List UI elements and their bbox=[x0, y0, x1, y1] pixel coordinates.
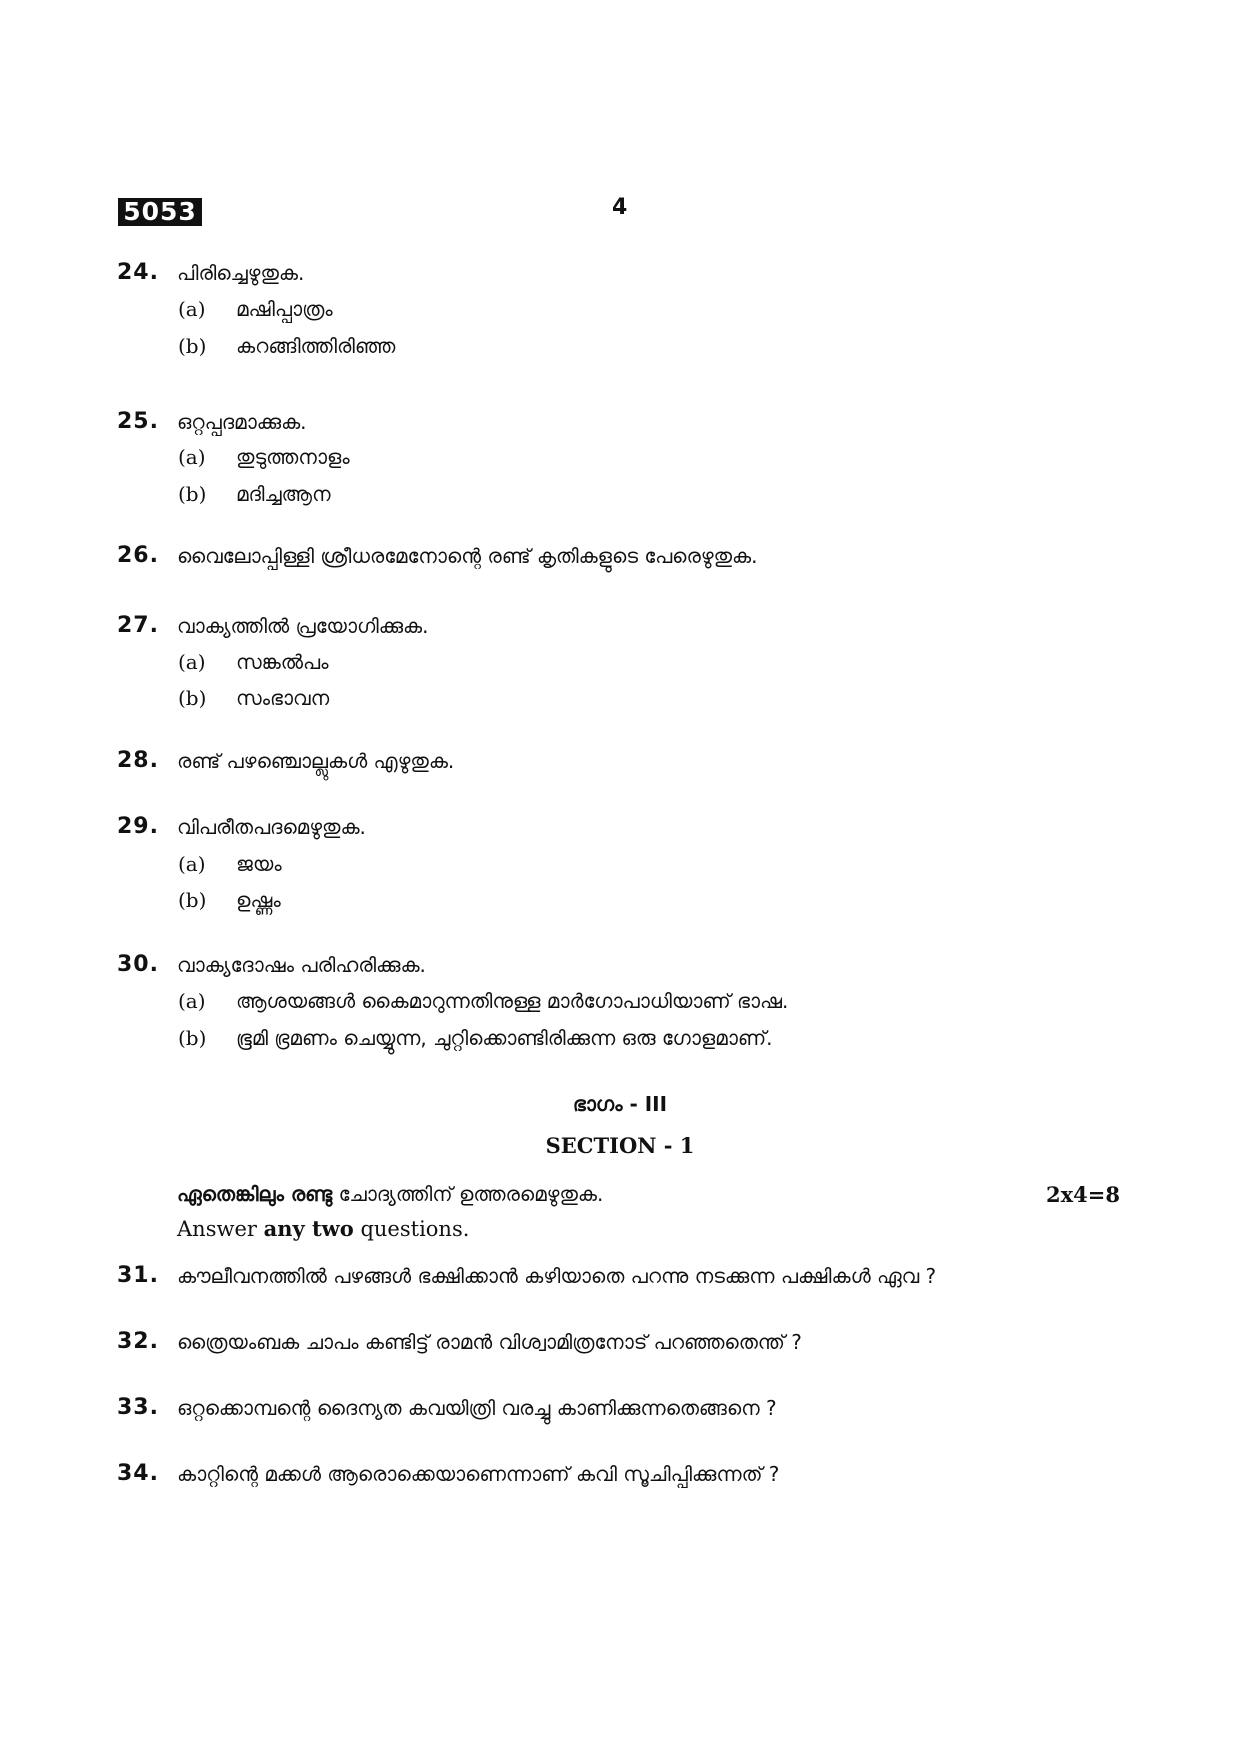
question-number: 25. bbox=[117, 409, 159, 434]
question-number: 28. bbox=[117, 748, 159, 773]
sub-text: ജയം bbox=[236, 852, 282, 876]
sub-text: തുടുത്തനാളം bbox=[236, 445, 350, 469]
question-number: 33. bbox=[117, 1395, 159, 1420]
instruction-rest: ചോദ്യത്തിന് ഉത്തരമെഴുതുക. bbox=[332, 1182, 604, 1206]
sub-label: (a) bbox=[178, 445, 206, 469]
question-text: ഒറ്റക്കൊമ്പന്റെ ദൈന്യത കവയിത്രി വരച്ചു കാണിക്കുന്നതെങ്ങനെ ? bbox=[177, 1396, 777, 1420]
sub-text: സംഭാവന bbox=[236, 686, 330, 710]
sub-label: (b) bbox=[178, 888, 207, 912]
instruction-en-bold: any two bbox=[263, 1216, 354, 1241]
sub-text: മദിച്ചആന bbox=[236, 482, 331, 506]
question-text: കൗലീവനത്തിൽ പഴങ്ങൾ ഭക്ഷിക്കാൻ കഴിയാതെ പറന്നു നടക്കുന്ന പക്ഷികൾ ഏവ ? bbox=[177, 1264, 937, 1288]
sub-text: സങ്കൽപം bbox=[236, 650, 329, 674]
instruction-en-pre: Answer bbox=[177, 1217, 264, 1241]
paper-code-badge: 5053 bbox=[118, 198, 202, 226]
sub-text: മഷിപ്പാത്രം bbox=[236, 297, 333, 321]
instruction-en bbox=[177, 1216, 469, 1241]
sub-label: (a) bbox=[178, 297, 206, 321]
question-number: 29. bbox=[117, 814, 159, 839]
question-number: 32. bbox=[117, 1329, 159, 1354]
sub-text: ഉഷ്ണം bbox=[236, 888, 281, 912]
question-text: പിരിച്ചെഴുതുക. bbox=[177, 261, 305, 285]
section-heading: SECTION - 1 bbox=[545, 1133, 695, 1158]
question-number: 34. bbox=[117, 1461, 159, 1486]
sub-text: ആശയങ്ങൾ കൈമാറുന്നതിനുള്ള മാർഗോപാധിയാണ് ഭാഷ. bbox=[236, 989, 789, 1013]
question-text: രണ്ട് പഴഞ്ചൊല്ലുകൾ എഴുതുക. bbox=[177, 749, 455, 773]
sub-label: (a) bbox=[178, 852, 206, 876]
question-number: 24. bbox=[117, 260, 159, 285]
question-number: 27. bbox=[117, 613, 159, 638]
sub-label: (a) bbox=[178, 650, 206, 674]
page-number: 4 bbox=[612, 195, 628, 220]
sub-text: ഭൂമി ഭ്രമണം ചെയ്യുന്ന, ചുറ്റിക്കൊണ്ടിരിക്കുന്ന ഒരു ഗോളമാണ്. bbox=[236, 1026, 773, 1050]
question-text: ഒറ്റപ്പദമാക്കുക. bbox=[177, 410, 307, 434]
sub-text: കറങ്ങിത്തിരിഞ്ഞ bbox=[236, 334, 396, 358]
question-number: 26. bbox=[117, 543, 159, 568]
question-text: വൈലോപ്പിള്ളി ശ്രീധരമേനോന്റെ രണ്ട് കൃതികളുടെ പേരെഴുതുക. bbox=[177, 544, 758, 568]
instruction-bold: ഏതെങ്കിലും രണ്ടു bbox=[177, 1182, 333, 1206]
question-text: ത്രൈയംബക ചാപം കണ്ടിട്ട് രാമൻ വിശ്വാമിത്രനോട് പറഞ്ഞതെന്ത് ? bbox=[177, 1330, 802, 1354]
question-text: വാക്യത്തിൽ പ്രയോഗിക്കുക. bbox=[177, 614, 429, 638]
sub-label: (b) bbox=[178, 686, 207, 710]
sub-label: (a) bbox=[178, 989, 206, 1013]
sub-label: (b) bbox=[178, 1026, 207, 1050]
instruction-ml bbox=[177, 1182, 603, 1206]
question-text: വാക്യദോഷം പരിഹരിക്കുക. bbox=[177, 953, 426, 977]
question-text: വിപരീതപദമെഴുതുക. bbox=[177, 815, 366, 839]
sub-label: (b) bbox=[178, 334, 207, 358]
question-number: 31. bbox=[117, 1263, 159, 1288]
sub-label: (b) bbox=[178, 482, 207, 506]
instruction-en-post: questions. bbox=[353, 1217, 470, 1241]
marks-allocation: 2x4=8 bbox=[1046, 1182, 1120, 1207]
part-heading: ഭാഗം - III bbox=[572, 1092, 668, 1116]
question-number: 30. bbox=[117, 952, 159, 977]
question-text: കാറ്റിന്റെ മക്കൾ ആരൊക്കെയാണെന്നാണ് കവി സൂചിപ്പിക്കുന്നത് ? bbox=[177, 1462, 780, 1486]
